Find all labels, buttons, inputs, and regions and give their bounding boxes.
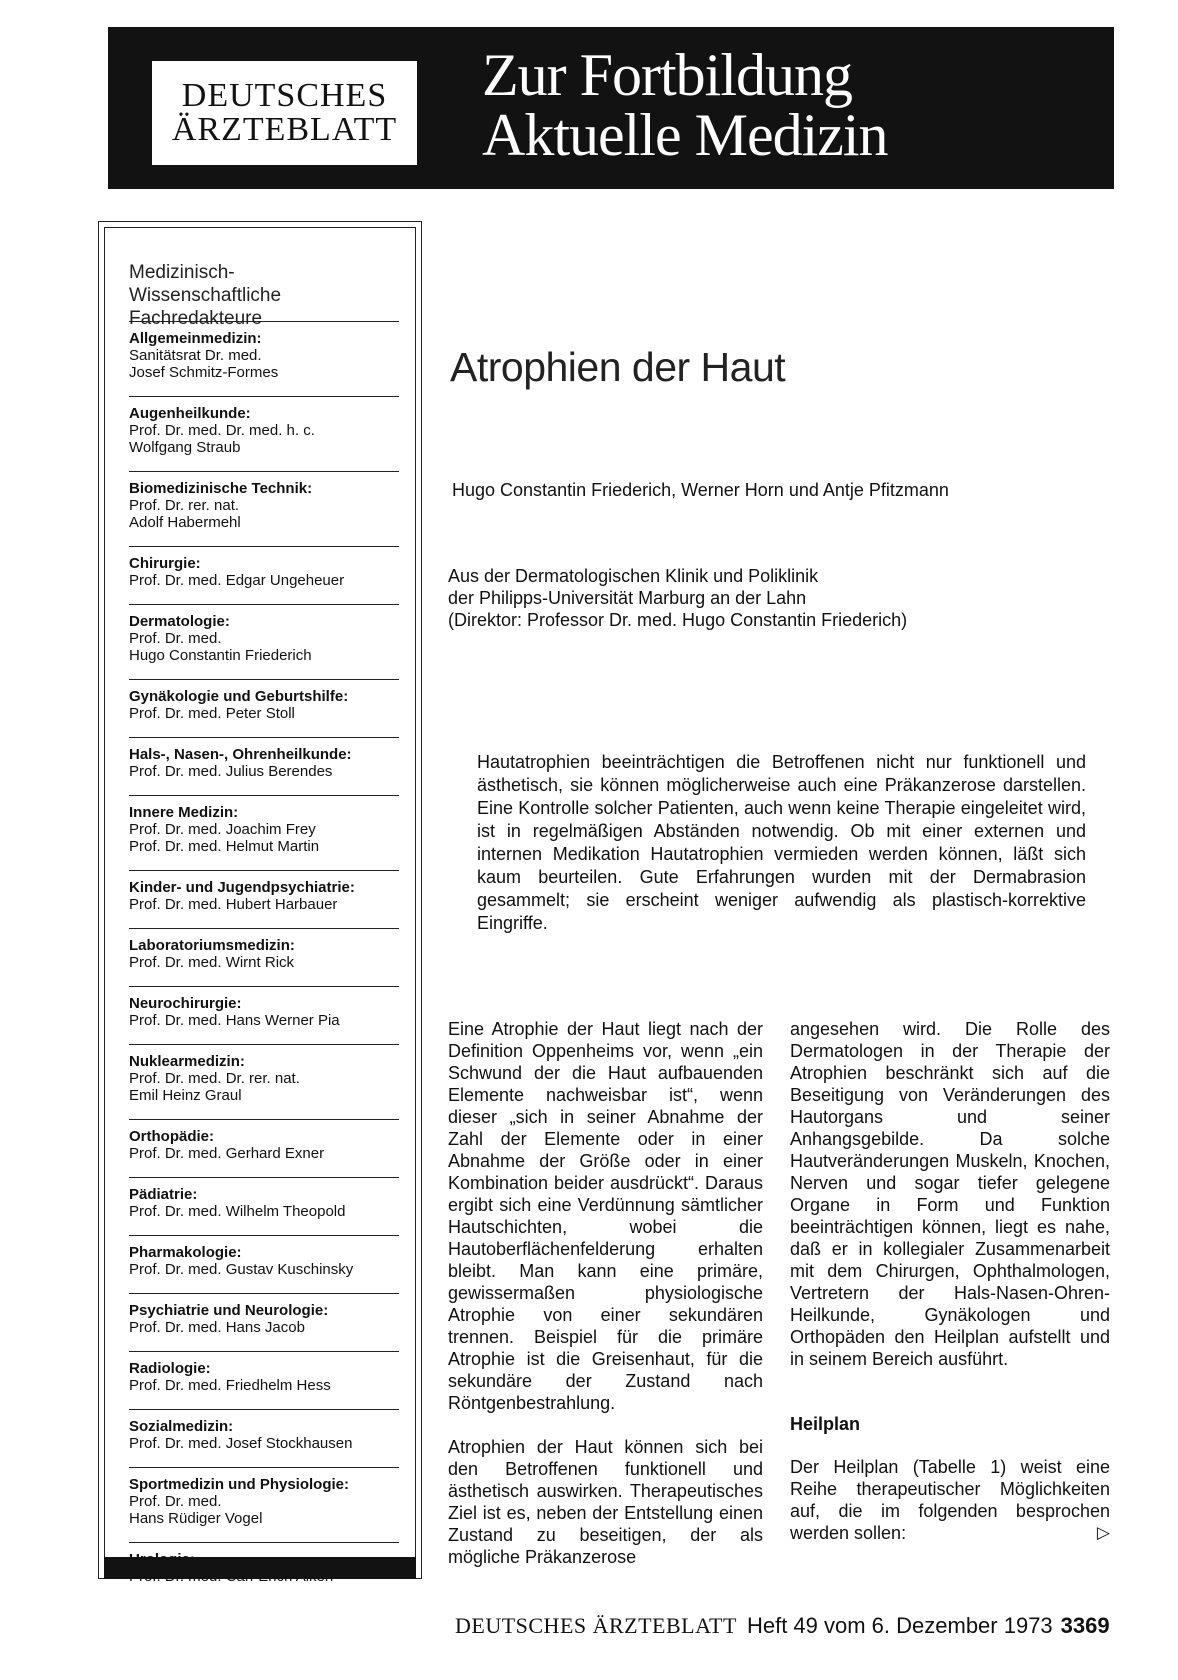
editor-entry [129, 1053, 404, 1104]
editor-name: Josef Schmitz-Formes [129, 364, 279, 381]
page-number: 3369 [1060, 1613, 1110, 1638]
section-title [482, 42, 888, 168]
editor-name: Sanitätsrat Dr. med. [129, 347, 262, 364]
article-abstract: Hautatrophien beeinträchtigen die Betroffenen nicht nur funktionell und ästhetisch, sie können möglicherweise auch eine Präkanzerose darstellen. Eine Kontrolle solcher Patienten, auch wenn keine Therapie eingeleitet wird, ist in regelmäßigen Abständen notwendig. Ob mit einer externen und internen Medikation Hautatrophien vermieden werden können, läßt sich kaum beurteilen. Gute Erfahrungen wurden mit der Dermabrasion gesammelt; sie erscheint weniger aufwendig als plastisch-korrektive Eingriffe. [477, 752, 1086, 933]
body-paragraph-text: Der Heilplan (Tabelle 1) weist eine Reihe therapeutischer Möglichkeiten auf, die im folgenden besprochen werden sollen: [790, 1457, 1110, 1543]
editor-name: Prof. Dr. med. [129, 1493, 222, 1510]
editors-sidebar [98, 221, 422, 1579]
editor-entry [129, 613, 404, 664]
section-heading-heilplan: Heilplan [790, 1414, 861, 1434]
article-title: Atrophien der Haut [450, 344, 786, 390]
sidebar-divider [129, 928, 399, 929]
affiliation-line: der Philipps-Universität Marburg an der Lahn [448, 588, 807, 608]
editor-entry [129, 1302, 404, 1336]
editor-name: Prof. Dr. med. Joachim Frey [129, 821, 316, 838]
editor-entry [129, 1128, 404, 1162]
editor-entry [129, 330, 404, 381]
sidebar-heading-line: Medizinisch- [129, 262, 235, 283]
logo-line-1: DEUTSCHES [181, 77, 388, 114]
sidebar-divider [129, 604, 399, 605]
editor-specialty: Orthopädie: [129, 1128, 214, 1145]
sidebar-divider [129, 1409, 399, 1410]
article-affiliation [448, 565, 907, 631]
body-column-left [448, 1018, 763, 1568]
editor-specialty: Chirurgie: [129, 555, 201, 572]
sidebar-divider [129, 321, 399, 322]
editor-entry [129, 1186, 404, 1220]
editor-name: Emil Heinz Graul [129, 1087, 242, 1104]
editor-name: Prof. Dr. med. Julius Berendes [129, 763, 333, 780]
editor-entry [129, 480, 404, 531]
sidebar-divider [129, 737, 399, 738]
footer-issue: Heft 49 vom 6. Dezember 1973 [746, 1613, 1053, 1638]
section-title-line-1: Zur Fortbildung [482, 42, 852, 108]
editor-name: Prof. Dr. med. Helmut Martin [129, 838, 320, 855]
editor-specialty: Biomedizinische Technik: [129, 480, 313, 497]
editor-name: Prof. Dr. rer. nat. [129, 497, 240, 514]
editor-entry [129, 1476, 404, 1527]
editor-entry [129, 995, 404, 1029]
sidebar-divider [129, 1351, 399, 1352]
sidebar-divider [129, 986, 399, 987]
sidebar-heading-line: Wissenschaftliche [129, 285, 282, 306]
editor-name: Prof. Dr. med. Josef Stockhausen [129, 1435, 353, 1452]
editor-specialty: Hals-, Nasen-, Ohrenheilkunde: [129, 746, 352, 763]
affiliation-line: (Direktor: Professor Dr. med. Hugo Constantin Friederich) [448, 610, 908, 630]
editor-name: Prof. Dr. med. Friedhelm Hess [129, 1377, 331, 1394]
sidebar-bottom-bar [104, 1557, 416, 1579]
sidebar-divider [129, 1542, 399, 1543]
editor-name: Prof. Dr. med. Hans Jacob [129, 1319, 305, 1336]
body-column-right [790, 1018, 1110, 1544]
sidebar-divider [129, 870, 399, 871]
sidebar-divider [129, 1235, 399, 1236]
editor-specialty: Kinder- und Jugendpsychiatrie: [129, 879, 355, 896]
editor-specialty: Psychiatrie und Neurologie: [129, 1302, 329, 1319]
editor-specialty: Sportmedizin und Physiologie: [129, 1476, 350, 1493]
editor-name: Wolfgang Straub [129, 439, 241, 456]
sidebar-divider [129, 1044, 399, 1045]
body-paragraph: Eine Atrophie der Haut liegt nach der Definition Oppenheims vor, wenn „ein Schwund der die Haut aufbauenden Elemente nachweisbar ist“, wenn dieser „sich in seiner Abnahme der Zahl der Elemente oder in einer Abnahme der Größe oder in einer Kombination beider ausdrückt“. Daraus ergibt sich eine Verdünnung sämtlicher Hautschichten, wobei die Hautoberflächenfelderung erhalten bleibt. Man kann eine primäre, gewissermaßen physiologische Atrophie von einer sekundären trennen. Beispiel für die primäre Atrophie ist die Greisenhaut, für die sekundäre der Zustand nach Röntgenbestrahlung. [448, 1019, 763, 1413]
editor-specialty: Innere Medizin: [129, 804, 239, 821]
sidebar-divider [129, 546, 399, 547]
sidebar-divider [129, 471, 399, 472]
body-paragraph: Atrophien der Haut können sich bei den Betroffenen funktionell und ästhetisch auswirken. Therapeutisches Ziel ist es, neben der Entstellung einen Zustand zu beseitigen, der als mögliche Präkanzerose [448, 1437, 763, 1567]
editor-entry [129, 405, 404, 456]
editor-specialty: Dermatologie: [129, 613, 230, 630]
journal-logo [152, 61, 417, 165]
body-paragraph [790, 1456, 1110, 1544]
editor-specialty: Allgemeinmedizin: [129, 330, 262, 347]
sidebar-divider [129, 1467, 399, 1468]
sidebar-heading [129, 261, 389, 330]
editor-entry [129, 804, 404, 855]
editor-specialty: Sozialmedizin: [129, 1418, 234, 1435]
sidebar-divider [129, 679, 399, 680]
editor-specialty: Pädiatrie: [129, 1186, 198, 1203]
editor-entry [129, 937, 404, 971]
editor-name: Prof. Dr. med. Wilhelm Theopold [129, 1203, 346, 1220]
continue-arrow-icon: ▷ [1096, 1523, 1110, 1542]
editor-name: Prof. Dr. med. Gustav Kuschinsky [129, 1261, 354, 1278]
editor-specialty: Laboratoriumsmedizin: [129, 937, 295, 954]
editor-name: Prof. Dr. med. [129, 630, 222, 647]
editor-entry [129, 1360, 404, 1394]
editor-entry [129, 688, 404, 722]
editor-entry [129, 746, 404, 780]
body-paragraph: angesehen wird. Die Rolle des Dermatologen in der Therapie der Atrophien beschränkt sich auf die Beseitigung von Veränderungen des Hautorgans und seiner Anhangsgebilde. Da solche Hautveränderungen Muskeln, Knochen, Nerven und sogar tiefer gelegene Organe in Form und Funktion beeinträchtigen können, liegt es nahe, daß er in kollegialer Zusammenarbeit mit dem Chirurgen, Ophthalmologen, Vertretern der Hals-Nasen-Ohren-Heilkunde, Gynäkologen und Orthopäden den Heilplan aufstellt und in seinem Bereich ausführt. [790, 1019, 1110, 1369]
editor-name: Hans Rüdiger Vogel [129, 1510, 263, 1527]
editor-specialty: Augenheilkunde: [129, 405, 251, 422]
editor-name: Prof. Dr. med. Hubert Harbauer [129, 896, 338, 913]
logo-line-2: ÄRZTEBLATT [171, 111, 398, 148]
editor-entry [129, 555, 404, 589]
editor-name: Prof. Dr. med. Dr. rer. nat. [129, 1070, 300, 1087]
editor-specialty: Nuklearmedizin: [129, 1053, 245, 1070]
sidebar-divider [129, 1293, 399, 1294]
sidebar-divider [129, 795, 399, 796]
article-authors: Hugo Constantin Friederich, Werner Horn und Antje Pfitzmann [452, 480, 949, 500]
sidebar-divider [129, 1119, 399, 1120]
editor-name: Prof. Dr. med. Hans Werner Pia [129, 1012, 340, 1029]
editor-name: Prof. Dr. med. Peter Stoll [129, 705, 295, 722]
affiliation-line: Aus der Dermatologischen Klinik und Poliklinik [448, 566, 819, 586]
editor-entry [129, 1244, 404, 1278]
editor-specialty: Gynäkologie und Geburtshilfe: [129, 688, 349, 705]
page-footer [455, 1613, 1110, 1639]
footer-journal: DEUTSCHES ÄRZTEBLATT [455, 1613, 737, 1638]
editor-name: Prof. Dr. med. Gerhard Exner [129, 1145, 325, 1162]
editors-sidebar-frame [104, 227, 416, 1568]
sidebar-heading-line: Fachredakteure [129, 308, 263, 329]
editor-name: Adolf Habermehl [129, 514, 241, 531]
editor-entry [129, 1418, 404, 1452]
section-title-line-2: Aktuelle Medizin [482, 102, 888, 168]
editor-specialty: Pharmakologie: [129, 1244, 242, 1261]
editor-entry [129, 879, 404, 913]
editor-specialty: Radiologie: [129, 1360, 211, 1377]
sidebar-divider [129, 1177, 399, 1178]
editor-name: Prof. Dr. med. Wirnt Rick [129, 954, 295, 971]
editor-name: Hugo Constantin Friederich [129, 647, 312, 664]
masthead [108, 27, 1114, 189]
editor-name: Prof. Dr. med. Dr. med. h. c. [129, 422, 315, 439]
sidebar-divider [129, 396, 399, 397]
editor-name: Prof. Dr. med. Edgar Ungeheuer [129, 572, 345, 589]
editor-specialty: Neurochirurgie: [129, 995, 242, 1012]
